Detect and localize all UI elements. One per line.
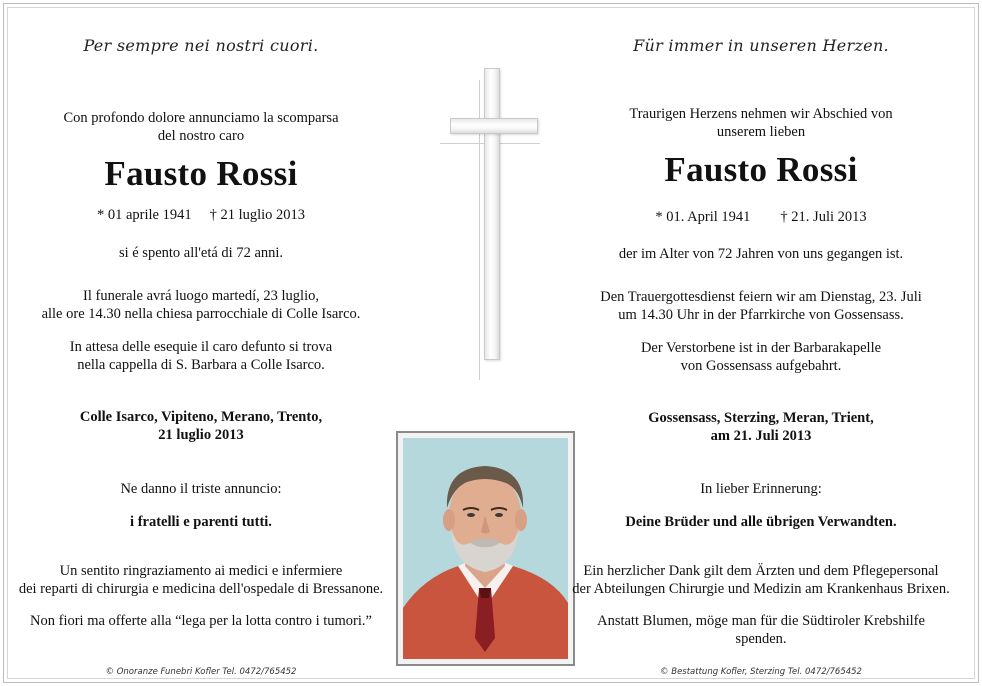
italian-dates [10, 207, 392, 224]
german-vigil-line1: Der Verstorbene ist in der Barbarakapelle [640, 340, 882, 356]
italian-death-date: † 21 luglio 2013 [209, 207, 306, 223]
german-birth-date: * 01. April 1941 [655, 209, 751, 225]
italian-birth-date: * 01 aprile 1941 [96, 207, 192, 223]
german-funeral-line2: um 14.30 Uhr in der Pfarrkirche von Gossensass. [618, 307, 904, 323]
cross-horizontal-beam [450, 118, 538, 134]
italian-intro-line2: del nostro caro [157, 128, 245, 144]
german-places-line2: am 21. Juli 2013 [710, 428, 812, 444]
german-funeral-line1: Den Trauergottesdienst feiern wir am Dienstag, 23. Juli [600, 289, 922, 305]
italian-age: si é spento all'etá di 72 anni. [118, 245, 284, 261]
german-thanks-line1: Ein herzlicher Dank gilt dem Ärzten und dem Pflegepersonal [583, 563, 939, 579]
italian-intro-line1: Con profondo dolore annunciamo la scomparsa [63, 110, 339, 126]
italian-places-line2: 21 luglio 2013 [158, 427, 244, 443]
german-intro-line2: unserem lieben [716, 124, 806, 140]
german-death-date: † 21. Juli 2013 [780, 209, 867, 225]
italian-funeral-line2: alle ore 14.30 nella chiesa parrocchiale di Colle Isarco. [41, 306, 361, 322]
german-vigil-line2: von Gossensass aufgebahrt. [680, 358, 842, 374]
german-deceased-name: Fausto Rossi [664, 150, 858, 189]
portrait-frame [396, 431, 575, 666]
italian-vigil-line1: In attesa delle esequie il caro defunto si trova [69, 339, 333, 355]
italian-motto: Per sempre nei nostri cuori. [83, 36, 319, 55]
cross-vertical-beam [484, 68, 500, 360]
german-footer: © Bestattung Kofler, Sterzing Tel. 0472/765452 [660, 667, 862, 677]
german-flowers: Anstatt Blumen, möge man für die Südtiroler Krebshilfe spenden. [597, 613, 925, 647]
german-column [570, 0, 952, 686]
italian-thanks-line2: dei reparti di chirurgia e medicina dell'ospedale di Bressanone. [18, 581, 384, 597]
italian-funeral-line1: Il funerale avrá luogo martedí, 23 luglio, [83, 288, 319, 304]
italian-vigil-line2: nella cappella di S. Barbara a Colle Isarco. [77, 357, 325, 373]
german-family: Deine Brüder und alle übrigen Verwandten. [625, 514, 897, 530]
german-dates [570, 209, 952, 226]
cross-icon [440, 60, 550, 390]
italian-places-line1: Colle Isarco, Vipiteno, Merano, Trento, [79, 409, 323, 425]
german-places-line1: Gossensass, Sterzing, Meran, Trient, [648, 410, 874, 426]
italian-deceased-name: Fausto Rossi [104, 154, 298, 193]
italian-column [10, 0, 392, 686]
german-motto: Für immer in unseren Herzen. [633, 36, 889, 55]
portrait-photo [403, 438, 568, 659]
italian-footer: © Onoranze Funebri Kofler Tel. 0472/765452 [105, 667, 297, 677]
italian-thanks-line1: Un sentito ringraziamento ai medici e infermiere [59, 563, 343, 579]
italian-flowers: Non fiori ma offerte alla “lega per la lotta contro i tumori.” [30, 613, 372, 629]
italian-announce: Ne danno il triste annuncio: [120, 481, 282, 497]
german-thanks-line2: der Abteilungen Chirurgie und Medizin am Krankenhaus Brixen. [572, 581, 950, 597]
german-announce: In lieber Erinnerung: [700, 481, 822, 497]
italian-family: i fratelli e parenti tutti. [130, 514, 272, 530]
german-age: der im Alter von 72 Jahren von uns gegangen ist. [618, 246, 904, 262]
german-intro-line1: Traurigen Herzens nehmen wir Abschied von [629, 106, 893, 122]
